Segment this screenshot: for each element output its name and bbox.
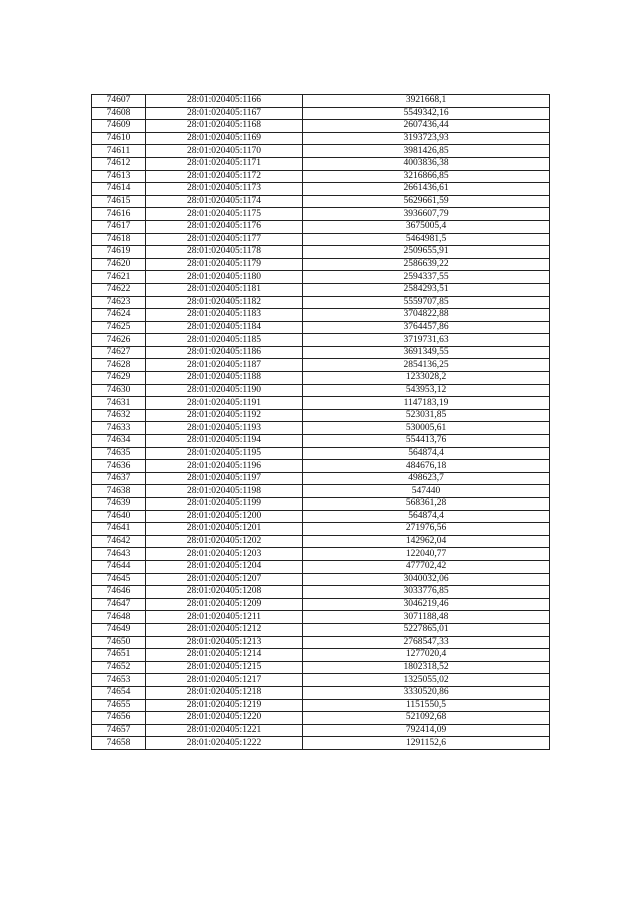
value-cell: 2768547,33 [303, 636, 550, 649]
row-number-cell: 74649 [92, 623, 146, 636]
value-cell: 554413,76 [303, 435, 550, 448]
value-cell: 3936607,79 [303, 208, 550, 221]
row-number-cell: 74650 [92, 636, 146, 649]
row-number-cell: 74618 [92, 233, 146, 246]
cadastral-number-cell: 28:01:020405:1200 [146, 510, 303, 523]
cadastral-number-cell: 28:01:020405:1182 [146, 296, 303, 309]
table-row [92, 460, 550, 473]
value-cell: 3330520,86 [303, 686, 550, 699]
table-row [92, 560, 550, 573]
row-number-cell: 74627 [92, 346, 146, 359]
cadastral-number-cell: 28:01:020405:1220 [146, 712, 303, 725]
cadastral-number-cell: 28:01:020405:1212 [146, 623, 303, 636]
cadastral-number-cell: 28:01:020405:1170 [146, 145, 303, 158]
table-row [92, 699, 550, 712]
table-row [92, 686, 550, 699]
cadastral-number-cell: 28:01:020405:1198 [146, 485, 303, 498]
value-cell: 5629661,59 [303, 195, 550, 208]
table-row [92, 422, 550, 435]
row-number-cell: 74634 [92, 435, 146, 448]
value-cell: 3193723,93 [303, 132, 550, 145]
value-cell: 2594337,55 [303, 271, 550, 284]
value-cell: 477702,42 [303, 560, 550, 573]
row-number-cell: 74641 [92, 523, 146, 536]
row-number-cell: 74648 [92, 611, 146, 624]
table-row [92, 170, 550, 183]
value-cell: 3071188,48 [303, 611, 550, 624]
cadastral-number-cell: 28:01:020405:1219 [146, 699, 303, 712]
value-cell: 2854136,25 [303, 359, 550, 372]
cadastral-number-cell: 28:01:020405:1183 [146, 309, 303, 322]
row-number-cell: 74610 [92, 132, 146, 145]
value-cell: 3046219,46 [303, 598, 550, 611]
value-cell: 530005,61 [303, 422, 550, 435]
row-number-cell: 74647 [92, 598, 146, 611]
value-cell: 5549342,16 [303, 107, 550, 120]
cadastral-number-cell: 28:01:020405:1190 [146, 384, 303, 397]
value-cell: 122040,77 [303, 548, 550, 561]
cadastral-number-cell: 28:01:020405:1196 [146, 460, 303, 473]
table-row [92, 372, 550, 385]
table-row [92, 334, 550, 347]
row-number-cell: 74625 [92, 321, 146, 334]
cadastral-number-cell: 28:01:020405:1192 [146, 409, 303, 422]
cadastral-number-cell: 28:01:020405:1217 [146, 674, 303, 687]
table-row [92, 346, 550, 359]
value-cell: 564874,4 [303, 510, 550, 523]
cadastral-number-cell: 28:01:020405:1207 [146, 573, 303, 586]
value-cell: 3033776,85 [303, 586, 550, 599]
cadastral-number-cell: 28:01:020405:1208 [146, 586, 303, 599]
cadastral-number-cell: 28:01:020405:1193 [146, 422, 303, 435]
row-number-cell: 74622 [92, 283, 146, 296]
value-cell: 4003836,38 [303, 157, 550, 170]
row-number-cell: 74642 [92, 535, 146, 548]
cadastral-number-cell: 28:01:020405:1184 [146, 321, 303, 334]
table-row [92, 195, 550, 208]
value-cell: 547440 [303, 485, 550, 498]
row-number-cell: 74630 [92, 384, 146, 397]
row-number-cell: 74608 [92, 107, 146, 120]
value-cell: 792414,09 [303, 724, 550, 737]
value-cell: 1291152,6 [303, 737, 550, 750]
value-cell: 2607436,44 [303, 120, 550, 133]
cadastral-number-cell: 28:01:020405:1209 [146, 598, 303, 611]
value-cell: 523031,85 [303, 409, 550, 422]
table-row [92, 246, 550, 259]
cadastral-number-cell: 28:01:020405:1218 [146, 686, 303, 699]
cadastral-number-cell: 28:01:020405:1175 [146, 208, 303, 221]
cadastral-number-cell: 28:01:020405:1191 [146, 397, 303, 410]
table-row [92, 397, 550, 410]
row-number-cell: 74633 [92, 422, 146, 435]
cadastral-number-cell: 28:01:020405:1221 [146, 724, 303, 737]
table-row [92, 674, 550, 687]
value-cell: 3719731,63 [303, 334, 550, 347]
value-cell: 3216866,85 [303, 170, 550, 183]
cadastral-number-cell: 28:01:020405:1195 [146, 447, 303, 460]
value-cell: 5559707,85 [303, 296, 550, 309]
cadastral-number-cell: 28:01:020405:1194 [146, 435, 303, 448]
cadastral-number-cell: 28:01:020405:1181 [146, 283, 303, 296]
row-number-cell: 74653 [92, 674, 146, 687]
value-cell: 3921668,1 [303, 95, 550, 108]
value-cell: 3691349,55 [303, 346, 550, 359]
value-cell: 3675005,4 [303, 220, 550, 233]
table-row [92, 233, 550, 246]
table-row [92, 548, 550, 561]
table-row [92, 220, 550, 233]
row-number-cell: 74656 [92, 712, 146, 725]
cadastral-number-cell: 28:01:020405:1188 [146, 372, 303, 385]
table-row [92, 258, 550, 271]
table-row [92, 586, 550, 599]
table-row [92, 359, 550, 372]
table-row [92, 145, 550, 158]
table-row [92, 409, 550, 422]
cadastral-number-cell: 28:01:020405:1167 [146, 107, 303, 120]
row-number-cell: 74654 [92, 686, 146, 699]
cadastral-number-cell: 28:01:020405:1172 [146, 170, 303, 183]
table-row [92, 321, 550, 334]
cadastral-number-cell: 28:01:020405:1222 [146, 737, 303, 750]
value-cell: 2584293,51 [303, 283, 550, 296]
row-number-cell: 74637 [92, 472, 146, 485]
table-row [92, 95, 550, 108]
cadastral-number-cell: 28:01:020405:1174 [146, 195, 303, 208]
row-number-cell: 74620 [92, 258, 146, 271]
row-number-cell: 74607 [92, 95, 146, 108]
row-number-cell: 74655 [92, 699, 146, 712]
cadastral-number-cell: 28:01:020405:1173 [146, 183, 303, 196]
table-row [92, 712, 550, 725]
table-row [92, 636, 550, 649]
table-row [92, 435, 550, 448]
table-row [92, 535, 550, 548]
value-cell: 564874,4 [303, 447, 550, 460]
cadastral-number-cell: 28:01:020405:1180 [146, 271, 303, 284]
row-number-cell: 74621 [92, 271, 146, 284]
cadastral-number-cell: 28:01:020405:1186 [146, 346, 303, 359]
row-number-cell: 74612 [92, 157, 146, 170]
row-number-cell: 74643 [92, 548, 146, 561]
row-number-cell: 74626 [92, 334, 146, 347]
value-cell: 2661436,61 [303, 183, 550, 196]
value-cell: 521092,68 [303, 712, 550, 725]
value-cell: 543953,12 [303, 384, 550, 397]
row-number-cell: 74624 [92, 309, 146, 322]
cadastral-number-cell: 28:01:020405:1213 [146, 636, 303, 649]
value-cell: 2586639,22 [303, 258, 550, 271]
cadastral-number-cell: 28:01:020405:1204 [146, 560, 303, 573]
value-cell: 3981426,85 [303, 145, 550, 158]
row-number-cell: 74632 [92, 409, 146, 422]
row-number-cell: 74628 [92, 359, 146, 372]
table-row [92, 737, 550, 750]
value-cell: 1277020,4 [303, 649, 550, 662]
table-row [92, 447, 550, 460]
row-number-cell: 74638 [92, 485, 146, 498]
value-cell: 1325055,02 [303, 674, 550, 687]
table-row [92, 661, 550, 674]
value-cell: 5227865,01 [303, 623, 550, 636]
value-cell: 5464981,5 [303, 233, 550, 246]
cadastral-number-cell: 28:01:020405:1215 [146, 661, 303, 674]
row-number-cell: 74635 [92, 447, 146, 460]
cadastral-number-cell: 28:01:020405:1169 [146, 132, 303, 145]
row-number-cell: 74644 [92, 560, 146, 573]
row-number-cell: 74631 [92, 397, 146, 410]
value-cell: 498623,7 [303, 472, 550, 485]
cadastral-number-cell: 28:01:020405:1179 [146, 258, 303, 271]
row-number-cell: 74657 [92, 724, 146, 737]
cadastral-number-cell: 28:01:020405:1211 [146, 611, 303, 624]
value-cell: 142962,04 [303, 535, 550, 548]
value-cell: 1147183,19 [303, 397, 550, 410]
table-row [92, 649, 550, 662]
row-number-cell: 74658 [92, 737, 146, 750]
cadastral-value-table [91, 94, 550, 750]
table-row [92, 724, 550, 737]
cadastral-number-cell: 28:01:020405:1201 [146, 523, 303, 536]
cadastral-number-cell: 28:01:020405:1202 [146, 535, 303, 548]
row-number-cell: 74614 [92, 183, 146, 196]
value-cell: 2509655,91 [303, 246, 550, 259]
cadastral-number-cell: 28:01:020405:1178 [146, 246, 303, 259]
row-number-cell: 74629 [92, 372, 146, 385]
table-row [92, 208, 550, 221]
cadastral-number-cell: 28:01:020405:1199 [146, 498, 303, 511]
value-cell: 1151550,5 [303, 699, 550, 712]
row-number-cell: 74639 [92, 498, 146, 511]
table-row [92, 573, 550, 586]
row-number-cell: 74636 [92, 460, 146, 473]
table-row [92, 183, 550, 196]
table-row [92, 296, 550, 309]
table-row [92, 132, 550, 145]
table-row [92, 283, 550, 296]
cadastral-number-cell: 28:01:020405:1203 [146, 548, 303, 561]
value-cell: 3704822,88 [303, 309, 550, 322]
row-number-cell: 74646 [92, 586, 146, 599]
row-number-cell: 74616 [92, 208, 146, 221]
row-number-cell: 74623 [92, 296, 146, 309]
row-number-cell: 74652 [92, 661, 146, 674]
table-row [92, 472, 550, 485]
table-row [92, 523, 550, 536]
row-number-cell: 74640 [92, 510, 146, 523]
row-number-cell: 74651 [92, 649, 146, 662]
table-row [92, 120, 550, 133]
table-row [92, 623, 550, 636]
row-number-cell: 74645 [92, 573, 146, 586]
value-cell: 484676,18 [303, 460, 550, 473]
table-row [92, 598, 550, 611]
table-row [92, 611, 550, 624]
table-row [92, 485, 550, 498]
table-row [92, 309, 550, 322]
cadastral-number-cell: 28:01:020405:1168 [146, 120, 303, 133]
cadastral-number-cell: 28:01:020405:1171 [146, 157, 303, 170]
row-number-cell: 74619 [92, 246, 146, 259]
cadastral-number-cell: 28:01:020405:1177 [146, 233, 303, 246]
row-number-cell: 74609 [92, 120, 146, 133]
table-row [92, 157, 550, 170]
table-row [92, 510, 550, 523]
row-number-cell: 74613 [92, 170, 146, 183]
value-cell: 1802318,52 [303, 661, 550, 674]
row-number-cell: 74611 [92, 145, 146, 158]
row-number-cell: 74617 [92, 220, 146, 233]
cadastral-number-cell: 28:01:020405:1197 [146, 472, 303, 485]
cadastral-number-cell: 28:01:020405:1187 [146, 359, 303, 372]
cadastral-number-cell: 28:01:020405:1185 [146, 334, 303, 347]
row-number-cell: 74615 [92, 195, 146, 208]
table-row [92, 384, 550, 397]
value-cell: 1233028,2 [303, 372, 550, 385]
value-cell: 3040032,06 [303, 573, 550, 586]
value-cell: 3764457,86 [303, 321, 550, 334]
value-cell: 568361,28 [303, 498, 550, 511]
table-row [92, 107, 550, 120]
cadastral-number-cell: 28:01:020405:1214 [146, 649, 303, 662]
table-row [92, 498, 550, 511]
table-body [92, 95, 550, 750]
cadastral-number-cell: 28:01:020405:1166 [146, 95, 303, 108]
table-row [92, 271, 550, 284]
cadastral-number-cell: 28:01:020405:1176 [146, 220, 303, 233]
value-cell: 271976,56 [303, 523, 550, 536]
